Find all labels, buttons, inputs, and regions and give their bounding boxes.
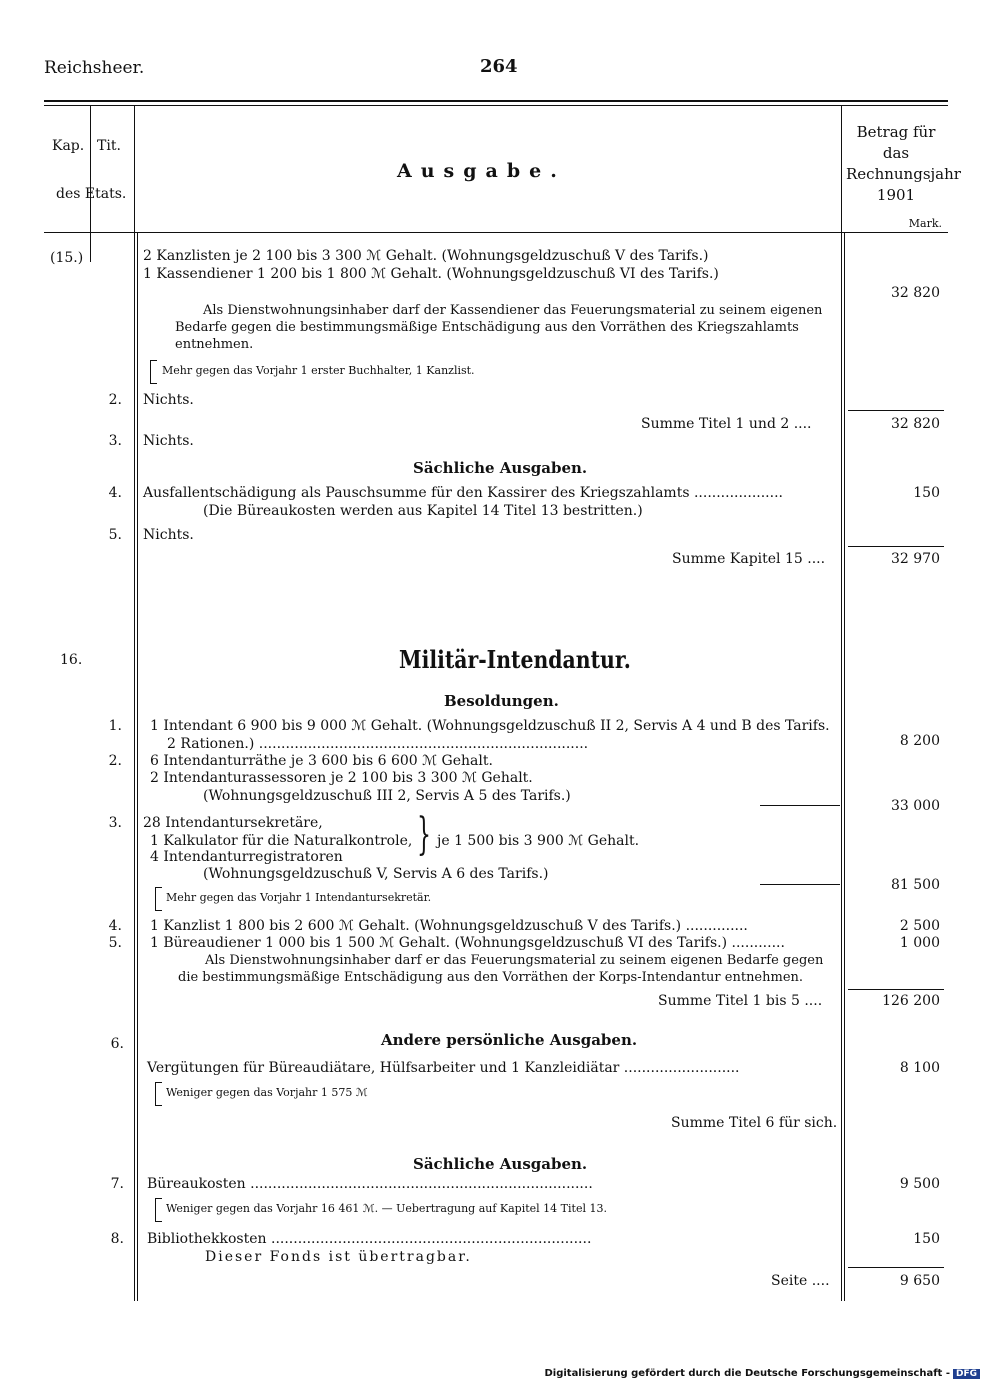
kap15-summe-kapitel-label: Summe Kapitel 15 .... bbox=[672, 551, 826, 567]
kap16-titel-5-amount: 1 000 bbox=[899, 935, 940, 951]
kap15-section-sachliche: Sächliche Ausgaben. bbox=[413, 459, 588, 477]
kap16-titel-4: 4. bbox=[108, 918, 122, 934]
kap16-titel-3-brace-text: je 1 500 bis 3 900 ℳ Gehalt. bbox=[437, 833, 640, 849]
seite-amount: 9 650 bbox=[899, 1273, 940, 1289]
kap16-titel-6-amount: 8 100 bbox=[899, 1060, 940, 1076]
kap16-titel-4-amount: 2 500 bbox=[899, 918, 940, 934]
header-tit: Tit. bbox=[97, 138, 121, 154]
kap16-titel-3-mehr-bracket bbox=[155, 887, 162, 911]
kap15-titel-4-note: (Die Büreaukosten werden aus Kapitel 14 Titel 13 bestritten.) bbox=[203, 503, 643, 519]
header-betrag: Betrag für das Rechnungsjahr 1901 bbox=[846, 123, 961, 204]
kap16-summe-6-label: Summe Titel 6 für sich. bbox=[671, 1115, 838, 1131]
kap16-titel-2-line2: 2 Intendanturassessoren je 2 100 bis 3 300 ℳ Gehalt. bbox=[150, 770, 533, 786]
kap16-titel-3-line1: 28 Intendantursekretäre, bbox=[143, 815, 323, 831]
kap-15-number: (15.) bbox=[50, 250, 84, 266]
kap16-titel-2-line1: 6 Intendanturräthe je 3 600 bis 6 600 ℳ Gehalt. bbox=[150, 753, 493, 769]
kap16-summe-1-5-rule bbox=[848, 989, 944, 990]
kap15-note-line3: entnehmen. bbox=[175, 337, 254, 352]
kap16-titel-7-amount: 9 500 bbox=[899, 1176, 940, 1192]
kap16-titel-4-text: 1 Kanzlist 1 800 bis 2 600 ℳ Gehalt. (Wohnungsgeldzuschuß V des Tarifs.) .............. bbox=[150, 918, 748, 934]
header-kap: Kap. bbox=[52, 138, 85, 154]
kap15-summe-1-2-amount: 32 820 bbox=[891, 416, 940, 432]
kap16-titel-1-amount: 8 200 bbox=[899, 733, 940, 749]
digitization-credit bbox=[544, 1368, 980, 1379]
header-ausgabe: Ausgabe. bbox=[397, 160, 566, 182]
dfg-logo: DFG bbox=[953, 1369, 980, 1379]
kap16-section-andere: Andere persönliche Ausgaben. bbox=[381, 1031, 638, 1049]
kap15-titel-3: 3. bbox=[108, 433, 122, 449]
kap15-titel-3-text: Nichts. bbox=[143, 433, 194, 449]
amount-column-divider bbox=[841, 106, 842, 1301]
kap16-titel-7-weniger-bracket bbox=[155, 1198, 162, 1222]
kap-16-number: 16. bbox=[60, 652, 83, 668]
kap15-mehr-note: Mehr gegen das Vorjahr 1 erster Buchhalter, 1 Kanzlist. bbox=[162, 364, 475, 377]
seite-rule bbox=[848, 1267, 944, 1268]
kap16-summe-1-5-label: Summe Titel 1 bis 5 .... bbox=[658, 993, 823, 1009]
kap16-titel-3-rule bbox=[760, 884, 840, 885]
top-rule-thick bbox=[44, 100, 948, 102]
kap16-titel-6-text: Vergütungen für Büreaudiätare, Hülfsarbeiter und 1 Kanzleidiätar .......................... bbox=[147, 1060, 740, 1076]
kap16-titel-7-weniger-note: Weniger gegen das Vorjahr 16 461 ℳ. — Uebertragung auf Kapitel 14 Titel 13. bbox=[166, 1202, 607, 1215]
kap16-section-sachliche: Sächliche Ausgaben. bbox=[413, 1155, 588, 1173]
kap16-titel-3: 3. bbox=[108, 815, 122, 831]
kap16-titel-3-amount: 81 500 bbox=[891, 877, 940, 893]
kap16-titel-5-note1: Als Dienstwohnungsinhaber darf er das Feuerungsmaterial zu seinem eigenen Bedarfe gegen bbox=[205, 953, 824, 968]
kap15-line-kassendiener: 1 Kassendiener 1 200 bis 1 800 ℳ Gehalt. (Wohnungsgeldzuschuß VI des Tarifs.) bbox=[143, 266, 719, 282]
kap-column-divider-body bbox=[90, 232, 91, 262]
kap16-titel-3-brace: } bbox=[417, 809, 431, 860]
kap16-titel-7-text: Büreaukosten ............................................................................. bbox=[147, 1176, 593, 1192]
kap15-titel-2-text: Nichts. bbox=[143, 392, 194, 408]
kap15-note-line2: Bedarfe gegen die bestimmungsmäßige Entschädigung aus den Vorräthen des Kriegszahlamts bbox=[175, 320, 799, 335]
kap15-mehr-bracket bbox=[150, 360, 157, 384]
kap16-titel-5: 5. bbox=[108, 935, 122, 951]
kap16-titel-8-amount: 150 bbox=[913, 1231, 940, 1247]
kap15-titel-5: 5. bbox=[108, 527, 122, 543]
kap15-summe-1-2-label: Summe Titel 1 und 2 .... bbox=[641, 416, 812, 432]
kap16-title: Militär-Intendantur. bbox=[399, 645, 631, 674]
running-head: Reichsheer. bbox=[44, 58, 145, 78]
kap15-titel-5-text: Nichts. bbox=[143, 527, 194, 543]
header-bottom-rule bbox=[44, 232, 948, 233]
kap16-titel-1: 1. bbox=[108, 718, 122, 734]
kap16-titel-1-line1: 1 Intendant 6 900 bis 9 000 ℳ Gehalt. (Wohnungsgeldzuschuß II 2, Servis A 4 und B des Tarifs. bbox=[150, 718, 830, 734]
kap16-titel-2-line3: (Wohnungsgeldzuschuß III 2, Servis A 5 des Tarifs.) bbox=[203, 788, 571, 804]
kap16-titel-6-weniger-bracket bbox=[155, 1082, 162, 1106]
kap16-titel-3-line4: (Wohnungsgeldzuschuß V, Servis A 6 des Tarifs.) bbox=[203, 866, 549, 882]
kap16-titel-5-text: 1 Büreaudiener 1 000 bis 1 500 ℳ Gehalt. (Wohnungsgeldzuschuß VI des Tarifs.) ............ bbox=[150, 935, 785, 951]
kap16-titel-8: 8. bbox=[110, 1231, 124, 1247]
kap16-titel-5-note2: die bestimmungsmäßige Entschädigung aus den Vorräthen der Korps-Intendantur entnehmen. bbox=[178, 970, 804, 985]
kap16-titel-2-rule bbox=[760, 805, 840, 806]
kap16-titel-3-mehr-note: Mehr gegen das Vorjahr 1 Intendantursekretär. bbox=[166, 891, 432, 904]
kap15-line-kanzlisten: 2 Kanzlisten je 2 100 bis 3 300 ℳ Gehalt. (Wohnungsgeldzuschuß V des Tarifs.) bbox=[143, 248, 709, 264]
kap16-titel-2: 2. bbox=[108, 753, 122, 769]
header-des-etats: des Etats. bbox=[56, 186, 127, 202]
kap15-titel-4: 4. bbox=[108, 485, 122, 501]
kap-column-divider bbox=[90, 106, 91, 232]
kap15-summe-kap-rule bbox=[848, 546, 944, 547]
kap16-titel-3-line2: 1 Kalkulator für die Naturalkontrole, bbox=[150, 833, 413, 849]
top-rule-thin bbox=[44, 105, 948, 106]
header-mark: Mark. bbox=[908, 217, 942, 230]
kap15-note-line1: Als Dienstwohnungsinhaber darf der Kassendiener das Feuerungsmaterial zu seinem eigenen bbox=[203, 303, 823, 318]
kap16-section-besoldungen: Besoldungen. bbox=[444, 692, 559, 710]
page-number: 264 bbox=[480, 56, 518, 77]
kap15-summe-kapitel-amount: 32 970 bbox=[891, 551, 940, 567]
kap16-titel-6: 6. bbox=[110, 1036, 124, 1052]
kap16-titel-8-text: Bibliothekkosten ........................................................................ bbox=[147, 1231, 592, 1247]
kap16-summe-1-5-amount: 126 200 bbox=[882, 993, 940, 1009]
kap16-titel-3-line3: 4 Intendanturregistratoren bbox=[150, 849, 343, 865]
digitization-credit-text: Digitalisierung gefördert durch die Deutsche Forschungsgemeinschaft - bbox=[544, 1368, 950, 1379]
kap15-titel-4-amount: 150 bbox=[913, 485, 940, 501]
kap16-titel-7: 7. bbox=[110, 1176, 124, 1192]
kap16-titel-2-amount: 33 000 bbox=[891, 798, 940, 814]
tit-column-divider bbox=[134, 106, 135, 1301]
kap16-titel-6-weniger-note: Weniger gegen das Vorjahr 1 575 ℳ bbox=[166, 1086, 368, 1099]
kap15-titel-4-text: Ausfallentschädigung als Pauschsumme für den Kassirer des Kriegszahlamts .................... bbox=[143, 485, 783, 501]
kap15-amount-personal: 32 820 bbox=[891, 285, 940, 301]
kap16-titel-1-line2: 2 Rationen.) .......................................................................... bbox=[167, 736, 589, 752]
amount-column-divider-inner bbox=[844, 232, 845, 1301]
kap15-summe-1-2-rule bbox=[848, 410, 944, 411]
kap16-titel-8-note: Dieser Fonds ist übertragbar. bbox=[205, 1249, 472, 1265]
seite-label: Seite .... bbox=[771, 1273, 830, 1289]
tit-column-divider-inner bbox=[137, 232, 138, 1301]
kap15-titel-2: 2. bbox=[108, 392, 122, 408]
